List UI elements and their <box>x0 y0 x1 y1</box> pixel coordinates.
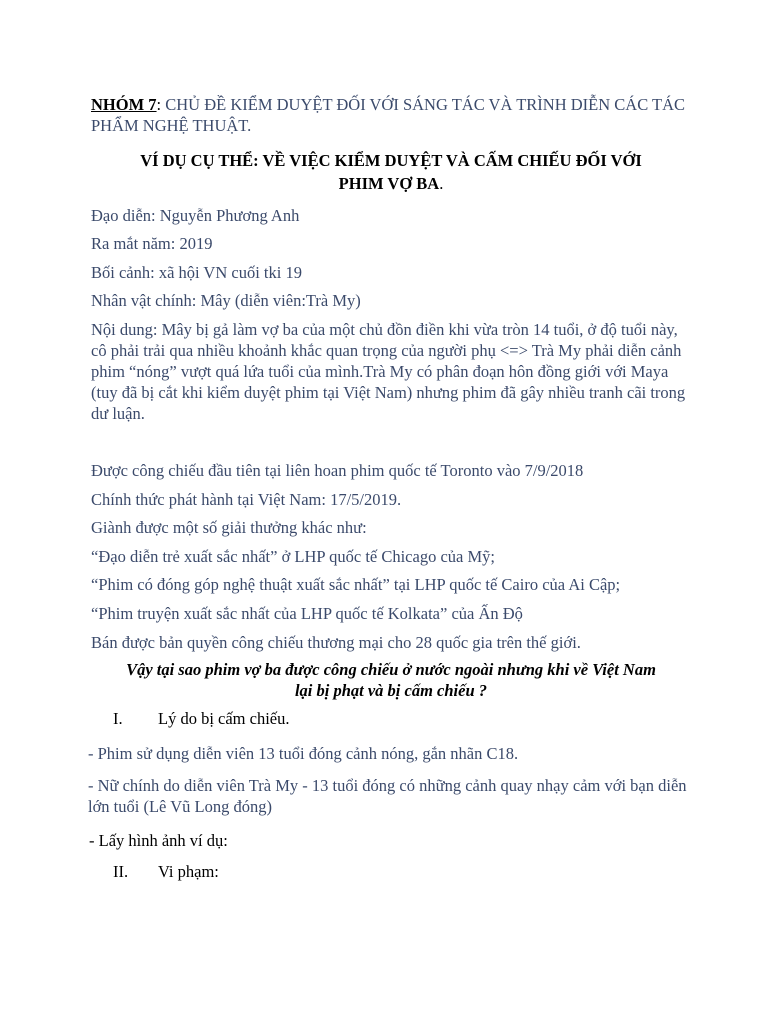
section-1-numeral: I. <box>113 709 123 728</box>
awards-intro-line: Giành được một số giải thưởng khác như: <box>91 518 367 537</box>
subtitle <box>91 150 691 194</box>
award-chicago: “Đạo diễn trẻ xuất sắc nhất” ở LHP quốc tế Chicago của Mỹ; <box>91 547 495 566</box>
question-line-2: lại bị phạt và bị cấm chiếu ? <box>294 681 488 700</box>
reason-1: - Phim sử dụng diễn viên 13 tuổi đóng cảnh nóng, gắn nhãn C18. <box>88 744 519 763</box>
subtitle-period: . <box>439 174 444 193</box>
section-2-title: Vi phạm: <box>158 862 219 881</box>
award-kolkata: “Phim truyện xuất sắc nhất của LHP quốc tế Kolkata” của Ấn Độ <box>91 604 523 623</box>
section-2-numeral: II. <box>113 862 129 881</box>
release-year-line: Ra mắt năm: 2019 <box>91 234 213 253</box>
director-line: Đạo diễn: Nguyễn Phương Anh <box>91 206 300 225</box>
reason-2: - Nữ chính do diễn viên Trà My - 13 tuổi đóng có những cảnh quay nhạy cảm với bạn diễn lớn tuổi (Lê Vũ Long đóng) <box>88 776 687 816</box>
section-1-title: Lý do bị cấm chiếu. <box>158 709 290 728</box>
main-character-line: Nhân vật chính: Mây (diễn viên:Trà My) <box>91 291 361 310</box>
topic-text: CHỦ ĐỀ KIỂM DUYỆT ĐỐI VỚI SÁNG TÁC VÀ TRÌNH DIỄN CÁC TÁC PHẨM NGHỆ THUẬT. <box>91 95 686 135</box>
premiere-line: Được công chiếu đầu tiên tại liên hoan phim quốc tế Toronto vào 7/9/2018 <box>91 461 584 480</box>
subtitle-line-1: VÍ DỤ CỤ THỂ: VỀ VIỆC KIỂM DUYỆT VÀ CẤM CHIẾU ĐỐI VỚI <box>140 151 642 170</box>
award-cairo: “Phim có đóng góp nghệ thuật xuất sắc nhất” tại LHP quốc tế Cairo của Ai Cập; <box>91 575 621 594</box>
group-label: NHÓM 7 <box>91 95 157 114</box>
copyright-line: Bán được bản quyền công chiếu thương mại cho 28 quốc gia trên thế giới. <box>91 633 581 652</box>
question <box>91 659 691 701</box>
question-line-1: Vậy tại sao phim vợ ba được công chiếu ở nước ngoài nhưng khi về Việt Nam <box>126 660 656 679</box>
vn-release-line: Chính thức phát hành tại Việt Nam: 17/5/2019. <box>91 490 402 509</box>
example-images-line: - Lấy hình ảnh ví dụ: <box>89 831 228 850</box>
subtitle-line-2: PHIM VỢ BA <box>338 174 440 193</box>
group-heading <box>91 94 691 136</box>
content-paragraph: Nội dung: Mây bị gả làm vợ ba của một chủ đồn điền khi vừa tròn 14 tuổi, ở độ tuổi này, cô phải trải qua nhiều khoảnh khắc quan trọng của người phụ <=> Trà My phải diễn cảnh phim “nóng” vượt quá lứa tuổi của mình.Trà My có phân đoạn hôn đồng giới với Maya (tuy đã bị cắt khi kiểm duyệt phim tại Việt Nam) nhưng phim đã gây nhiều tranh cãi trong dư luận. <box>91 320 686 423</box>
setting-line: Bối cảnh: xã hội VN cuối tki 19 <box>91 263 302 282</box>
heading-colon: : <box>156 95 162 114</box>
